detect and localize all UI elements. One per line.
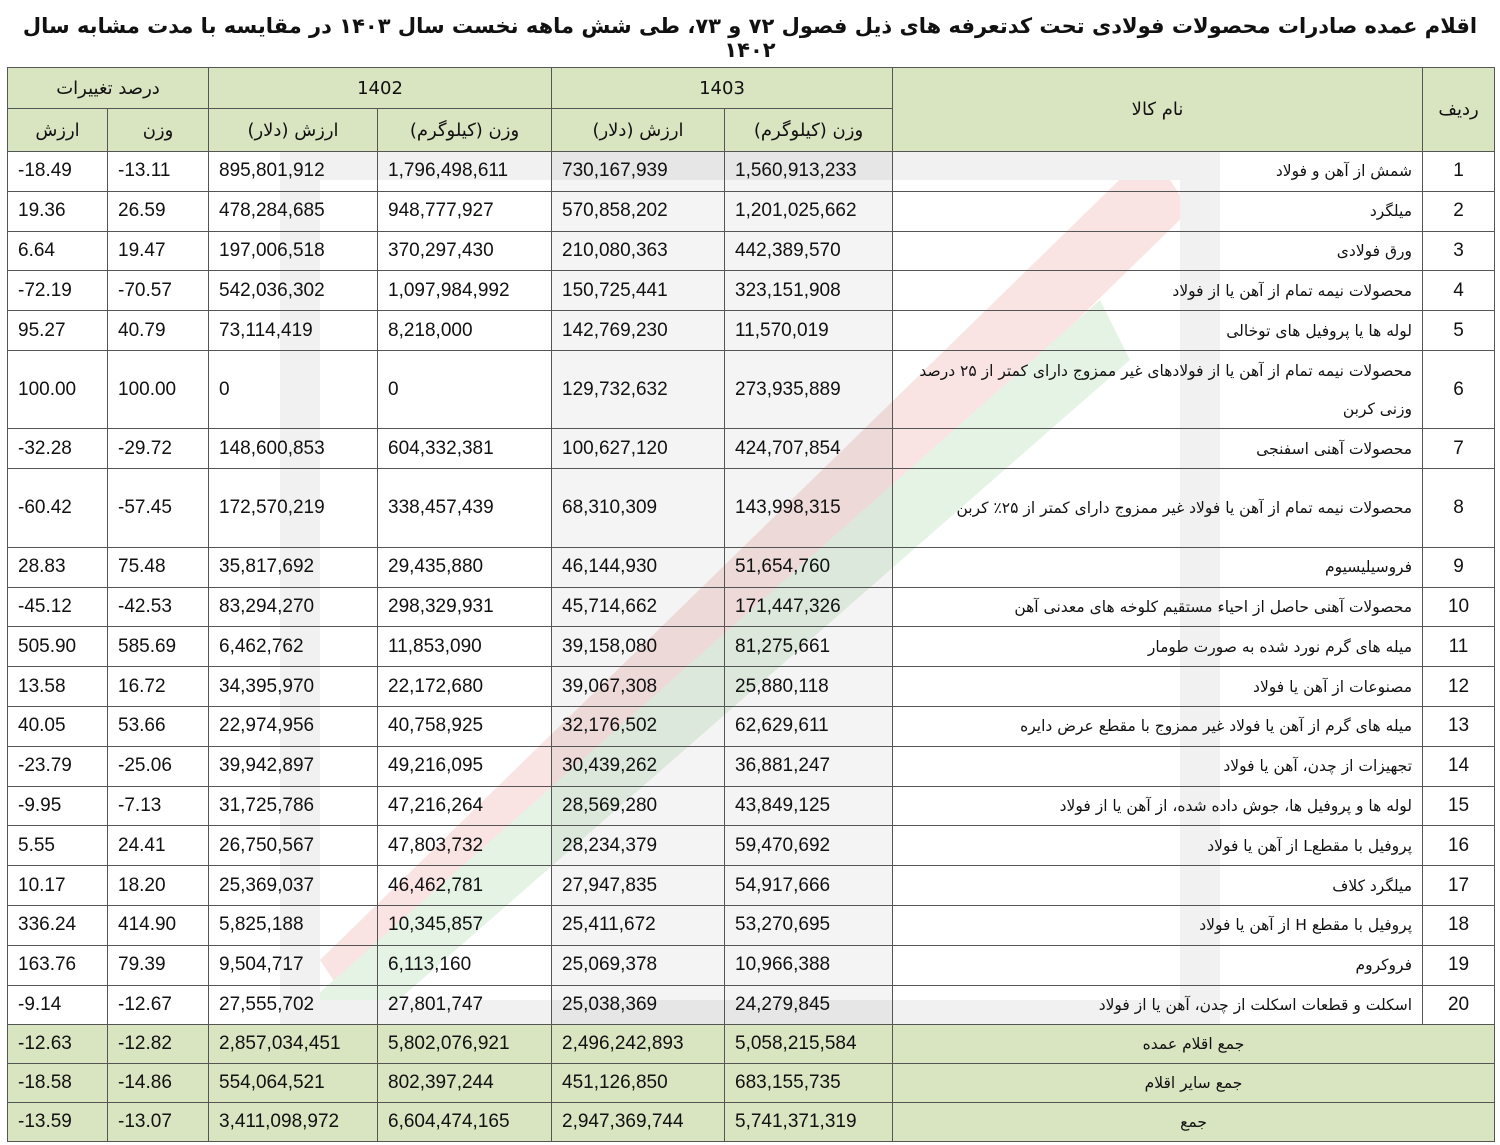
weight-1402-cell: 948,777,927 <box>378 191 552 231</box>
row-number-cell: 19 <box>1423 945 1495 985</box>
total-label-cell: جمع اقلام عمده <box>893 1025 1495 1064</box>
value-change-cell: -23.79 <box>8 746 108 786</box>
header-value-1402: ارزش (دلار) <box>209 109 378 152</box>
value-1402-cell: 31,725,786 <box>209 786 378 826</box>
table-row <box>8 231 1495 271</box>
header-row-no: ردیف <box>1423 68 1495 152</box>
header-item-name: نام کالا <box>893 68 1423 152</box>
row-number-cell: 13 <box>1423 706 1495 746</box>
item-name-cell: میلگرد <box>893 191 1423 231</box>
value-1403-cell: 28,569,280 <box>552 786 725 826</box>
row-number-cell: 4 <box>1423 271 1495 311</box>
value-1403-cell: 39,158,080 <box>552 627 725 667</box>
value-change-cell: 6.64 <box>8 231 108 271</box>
value-1403-cell: 45,714,662 <box>552 587 725 627</box>
value-1403-cell: 25,069,378 <box>552 945 725 985</box>
value-1403-cell: 100,627,120 <box>552 429 725 469</box>
weight-1402-cell: 40,758,925 <box>378 706 552 746</box>
value-1402-cell: 172,570,219 <box>209 469 378 548</box>
value-1402-cell: 478,284,685 <box>209 191 378 231</box>
value-change-cell: -13.59 <box>8 1103 108 1142</box>
value-1402-cell: 22,974,956 <box>209 706 378 746</box>
table-row <box>8 350 1495 429</box>
value-1403-cell: 46,144,930 <box>552 547 725 587</box>
value-change-cell: 95.27 <box>8 311 108 351</box>
header-weight-1403: وزن (کیلوگرم) <box>725 109 893 152</box>
table-row <box>8 706 1495 746</box>
weight-1403-cell: 54,917,666 <box>725 866 893 906</box>
value-1402-cell: 9,504,717 <box>209 945 378 985</box>
value-1403-cell: 142,769,230 <box>552 311 725 351</box>
value-1402-cell: 39,942,897 <box>209 746 378 786</box>
total-row <box>8 1103 1495 1142</box>
weight-1402-cell: 370,297,430 <box>378 231 552 271</box>
weight-1402-cell: 46,462,781 <box>378 866 552 906</box>
weight-1403-cell: 143,998,315 <box>725 469 893 548</box>
weight-change-cell: 24.41 <box>108 826 209 866</box>
value-change-cell: 336.24 <box>8 905 108 945</box>
weight-1403-cell: 424,707,854 <box>725 429 893 469</box>
item-name-cell: میلگرد کلاف <box>893 866 1423 906</box>
table-row <box>8 667 1495 707</box>
value-1403-cell: 730,167,939 <box>552 152 725 192</box>
row-number-cell: 15 <box>1423 786 1495 826</box>
weight-1402-cell: 1,796,498,611 <box>378 152 552 192</box>
weight-change-cell: -14.86 <box>108 1064 209 1103</box>
item-name-cell: فروسیلیسیوم <box>893 547 1423 587</box>
value-1403-cell: 129,732,632 <box>552 350 725 429</box>
table-row <box>8 587 1495 627</box>
total-label-cell: جمع <box>893 1103 1495 1142</box>
weight-change-cell: -13.07 <box>108 1103 209 1142</box>
value-1402-cell: 83,294,270 <box>209 587 378 627</box>
weight-1402-cell: 298,329,931 <box>378 587 552 627</box>
item-name-cell: محصولات آهنی حاصل از احیاء مستقیم کلوخه های معدنی آهن <box>893 587 1423 627</box>
row-number-cell: 5 <box>1423 311 1495 351</box>
value-1403-cell: 570,858,202 <box>552 191 725 231</box>
item-name-cell: پروفیل با مقطعL از آهن یا فولاد <box>893 826 1423 866</box>
table-row <box>8 826 1495 866</box>
weight-change-cell: -7.13 <box>108 786 209 826</box>
table-row <box>8 271 1495 311</box>
weight-1403-cell: 442,389,570 <box>725 231 893 271</box>
weight-change-cell: 19.47 <box>108 231 209 271</box>
value-1402-cell: 73,114,419 <box>209 311 378 351</box>
value-1403-cell: 30,439,262 <box>552 746 725 786</box>
weight-change-cell: 40.79 <box>108 311 209 351</box>
weight-1403-cell: 43,849,125 <box>725 786 893 826</box>
table-row <box>8 905 1495 945</box>
header-change-percent: درصد تغییرات <box>8 68 209 109</box>
row-number-cell: 16 <box>1423 826 1495 866</box>
weight-1403-cell: 683,155,735 <box>725 1064 893 1103</box>
row-number-cell: 8 <box>1423 469 1495 548</box>
value-1403-cell: 28,234,379 <box>552 826 725 866</box>
weight-1402-cell: 604,332,381 <box>378 429 552 469</box>
value-1403-cell: 2,947,369,744 <box>552 1103 725 1142</box>
row-number-cell: 18 <box>1423 905 1495 945</box>
weight-1402-cell: 5,802,076,921 <box>378 1025 552 1064</box>
weight-change-cell: -57.45 <box>108 469 209 548</box>
value-change-cell: 505.90 <box>8 627 108 667</box>
row-number-cell: 10 <box>1423 587 1495 627</box>
value-change-cell: -45.12 <box>8 587 108 627</box>
value-1403-cell: 2,496,242,893 <box>552 1025 725 1064</box>
value-1402-cell: 35,817,692 <box>209 547 378 587</box>
weight-1402-cell: 47,216,264 <box>378 786 552 826</box>
weight-change-cell: 585.69 <box>108 627 209 667</box>
value-change-cell: -12.63 <box>8 1025 108 1064</box>
item-name-cell: شمش از آهن و فولاد <box>893 152 1423 192</box>
item-name-cell: محصولات آهنی اسفنجی <box>893 429 1423 469</box>
item-name-cell: اسکلت و قطعات اسکلت از چدن، آهن یا از فولاد <box>893 985 1423 1025</box>
weight-1402-cell: 1,097,984,992 <box>378 271 552 311</box>
value-change-cell: -9.14 <box>8 985 108 1025</box>
value-change-cell: -32.28 <box>8 429 108 469</box>
header-year-1403: 1403 <box>552 68 893 109</box>
value-1402-cell: 34,395,970 <box>209 667 378 707</box>
item-name-cell: محصولات نیمه تمام از آهن یا از فولاد <box>893 271 1423 311</box>
header-weight-change: وزن <box>108 109 209 152</box>
weight-change-cell: -29.72 <box>108 429 209 469</box>
weight-1403-cell: 36,881,247 <box>725 746 893 786</box>
weight-1402-cell: 10,345,857 <box>378 905 552 945</box>
value-1403-cell: 451,126,850 <box>552 1064 725 1103</box>
item-name-cell: مصنوعات از آهن یا فولاد <box>893 667 1423 707</box>
value-1402-cell: 3,411,098,972 <box>209 1103 378 1142</box>
header-value-change: ارزش <box>8 109 108 152</box>
row-number-cell: 7 <box>1423 429 1495 469</box>
weight-change-cell: 75.48 <box>108 547 209 587</box>
value-1403-cell: 25,038,369 <box>552 985 725 1025</box>
value-1403-cell: 39,067,308 <box>552 667 725 707</box>
row-number-cell: 20 <box>1423 985 1495 1025</box>
item-name-cell: محصولات نیمه تمام از آهن یا فولاد غیر ممزوج دارای کمتر از ۲۵٪ کربن <box>893 469 1423 548</box>
value-change-cell: -18.49 <box>8 152 108 192</box>
value-change-cell: 28.83 <box>8 547 108 587</box>
weight-1402-cell: 0 <box>378 350 552 429</box>
value-1402-cell: 0 <box>209 350 378 429</box>
value-1403-cell: 25,411,672 <box>552 905 725 945</box>
weight-1403-cell: 53,270,695 <box>725 905 893 945</box>
weight-1403-cell: 62,629,611 <box>725 706 893 746</box>
value-1402-cell: 148,600,853 <box>209 429 378 469</box>
table-row <box>8 985 1495 1025</box>
page-title: اقلام عمده صادرات محصولات فولادی تحت کدتعرفه های ذیل فصول ۷۲ و ۷۳، طی شش ماهه نخست سال ۱۴۰۳ در مقایسه با مدت مشابه سال ۱۴۰۲ <box>22 14 1478 62</box>
row-number-cell: 11 <box>1423 627 1495 667</box>
weight-change-cell: -12.67 <box>108 985 209 1025</box>
value-1402-cell: 197,006,518 <box>209 231 378 271</box>
table-row <box>8 627 1495 667</box>
weight-1402-cell: 338,457,439 <box>378 469 552 548</box>
weight-1403-cell: 81,275,661 <box>725 627 893 667</box>
weight-1403-cell: 11,570,019 <box>725 311 893 351</box>
item-name-cell: لوله ها یا پروفیل های توخالی <box>893 311 1423 351</box>
weight-1403-cell: 5,741,371,319 <box>725 1103 893 1142</box>
value-change-cell: 10.17 <box>8 866 108 906</box>
weight-1403-cell: 10,966,388 <box>725 945 893 985</box>
item-name-cell: فروکروم <box>893 945 1423 985</box>
total-row <box>8 1064 1495 1103</box>
value-1403-cell: 68,310,309 <box>552 469 725 548</box>
row-number-cell: 1 <box>1423 152 1495 192</box>
value-1402-cell: 5,825,188 <box>209 905 378 945</box>
value-1402-cell: 25,369,037 <box>209 866 378 906</box>
table-row <box>8 311 1495 351</box>
weight-change-cell: 79.39 <box>108 945 209 985</box>
value-change-cell: 13.58 <box>8 667 108 707</box>
row-number-cell: 17 <box>1423 866 1495 906</box>
row-number-cell: 12 <box>1423 667 1495 707</box>
item-name-cell: تجهیزات از چدن، آهن یا فولاد <box>893 746 1423 786</box>
total-label-cell: جمع سایر اقلام <box>893 1064 1495 1103</box>
table-body <box>8 152 1495 1142</box>
row-number-cell: 2 <box>1423 191 1495 231</box>
table-row <box>8 547 1495 587</box>
table-row <box>8 152 1495 192</box>
value-change-cell: -18.58 <box>8 1064 108 1103</box>
value-1403-cell: 210,080,363 <box>552 231 725 271</box>
value-change-cell: -60.42 <box>8 469 108 548</box>
header-weight-1402: وزن (کیلوگرم) <box>378 109 552 152</box>
weight-1402-cell: 22,172,680 <box>378 667 552 707</box>
value-change-cell: 100.00 <box>8 350 108 429</box>
table-row <box>8 945 1495 985</box>
value-change-cell: 163.76 <box>8 945 108 985</box>
value-1402-cell: 2,857,034,451 <box>209 1025 378 1064</box>
weight-1402-cell: 47,803,732 <box>378 826 552 866</box>
weight-change-cell: -13.11 <box>108 152 209 192</box>
weight-1403-cell: 5,058,215,584 <box>725 1025 893 1064</box>
weight-1402-cell: 27,801,747 <box>378 985 552 1025</box>
weight-change-cell: 16.72 <box>108 667 209 707</box>
row-number-cell: 14 <box>1423 746 1495 786</box>
value-1402-cell: 26,750,567 <box>209 826 378 866</box>
weight-1403-cell: 1,201,025,662 <box>725 191 893 231</box>
value-1403-cell: 27,947,835 <box>552 866 725 906</box>
weight-change-cell: 414.90 <box>108 905 209 945</box>
table-row <box>8 746 1495 786</box>
value-change-cell: 19.36 <box>8 191 108 231</box>
weight-change-cell: -42.53 <box>108 587 209 627</box>
value-change-cell: 40.05 <box>8 706 108 746</box>
table-row <box>8 866 1495 906</box>
weight-1403-cell: 24,279,845 <box>725 985 893 1025</box>
value-change-cell: -72.19 <box>8 271 108 311</box>
item-name-cell: محصولات نیمه تمام از آهن یا از فولادهای غیر ممزوج دارای کمتر از ۲۵ درصد وزنی کربن <box>893 350 1423 429</box>
weight-1403-cell: 273,935,889 <box>725 350 893 429</box>
weight-1403-cell: 1,560,913,233 <box>725 152 893 192</box>
weight-change-cell: 18.20 <box>108 866 209 906</box>
weight-1402-cell: 6,604,474,165 <box>378 1103 552 1142</box>
weight-1402-cell: 11,853,090 <box>378 627 552 667</box>
row-number-cell: 6 <box>1423 350 1495 429</box>
weight-1402-cell: 49,216,095 <box>378 746 552 786</box>
weight-change-cell: 53.66 <box>108 706 209 746</box>
value-1403-cell: 32,176,502 <box>552 706 725 746</box>
value-1403-cell: 150,725,441 <box>552 271 725 311</box>
weight-change-cell: -70.57 <box>108 271 209 311</box>
header-value-1403: ارزش (دلار) <box>552 109 725 152</box>
export-table <box>7 67 1495 1142</box>
weight-change-cell: 26.59 <box>108 191 209 231</box>
weight-change-cell: 100.00 <box>108 350 209 429</box>
item-name-cell: پروفیل با مقطع H از آهن یا فولاد <box>893 905 1423 945</box>
value-change-cell: -9.95 <box>8 786 108 826</box>
value-1402-cell: 6,462,762 <box>209 627 378 667</box>
weight-1402-cell: 8,218,000 <box>378 311 552 351</box>
value-1402-cell: 895,801,912 <box>209 152 378 192</box>
value-1402-cell: 554,064,521 <box>209 1064 378 1103</box>
weight-change-cell: -12.82 <box>108 1025 209 1064</box>
table-row <box>8 469 1495 548</box>
weight-1403-cell: 323,151,908 <box>725 271 893 311</box>
row-number-cell: 9 <box>1423 547 1495 587</box>
table-row <box>8 191 1495 231</box>
weight-1402-cell: 29,435,880 <box>378 547 552 587</box>
item-name-cell: میله های گرم نورد شده به صورت طومار <box>893 627 1423 667</box>
table-row <box>8 429 1495 469</box>
weight-1402-cell: 802,397,244 <box>378 1064 552 1103</box>
item-name-cell: میله های گرم از آهن یا فولاد غیر ممزوج با مقطع عرض دایره <box>893 706 1423 746</box>
value-1402-cell: 27,555,702 <box>209 985 378 1025</box>
value-1402-cell: 542,036,302 <box>209 271 378 311</box>
weight-1402-cell: 6,113,160 <box>378 945 552 985</box>
item-name-cell: لوله ها و پروفیل ها، جوش داده شده، از آهن یا از فولاد <box>893 786 1423 826</box>
weight-1403-cell: 171,447,326 <box>725 587 893 627</box>
weight-change-cell: -25.06 <box>108 746 209 786</box>
header-year-1402: 1402 <box>209 68 552 109</box>
value-change-cell: 5.55 <box>8 826 108 866</box>
weight-1403-cell: 59,470,692 <box>725 826 893 866</box>
total-row <box>8 1025 1495 1064</box>
weight-1403-cell: 25,880,118 <box>725 667 893 707</box>
row-number-cell: 3 <box>1423 231 1495 271</box>
weight-1403-cell: 51,654,760 <box>725 547 893 587</box>
item-name-cell: ورق فولادی <box>893 231 1423 271</box>
table-row <box>8 786 1495 826</box>
